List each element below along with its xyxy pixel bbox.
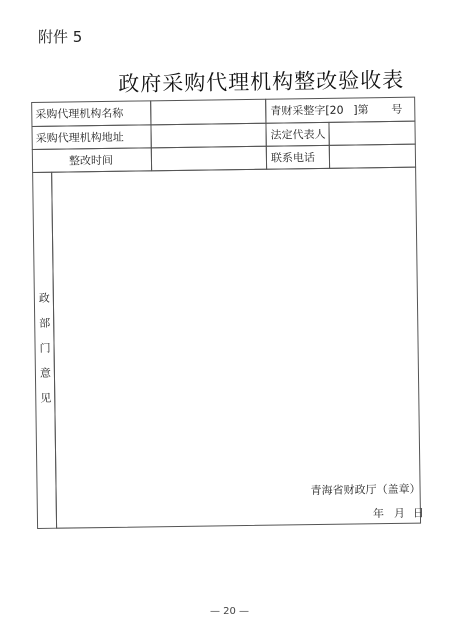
page-number: — 20 — bbox=[209, 606, 250, 617]
doc-ref-mid: ]第 bbox=[353, 103, 369, 117]
agency-address-label-cell bbox=[31, 124, 151, 150]
doc-ref-suffix: 号 bbox=[391, 102, 403, 116]
agency-address-value-cell[interactable] bbox=[150, 123, 266, 149]
opinion-char-3: 门 bbox=[39, 341, 51, 355]
form-title: 政府采购代理机构整改验收表 bbox=[118, 68, 405, 96]
date-day: 日 bbox=[412, 506, 425, 520]
legal-rep-label: 法定代表人 bbox=[270, 127, 326, 142]
doc-ref-prefix: 青财采整字[20 bbox=[270, 103, 344, 118]
agency-name-value-cell[interactable] bbox=[150, 99, 266, 126]
rectify-time-label: 整改时间 bbox=[68, 153, 114, 168]
date-month: 月 bbox=[393, 506, 406, 520]
rectify-time-label-cell bbox=[32, 147, 152, 173]
contact-phone-label-cell bbox=[266, 145, 330, 170]
agency-name-label-cell bbox=[31, 100, 151, 127]
date-year: 年 bbox=[372, 507, 385, 521]
opinion-content-cell[interactable] bbox=[51, 167, 425, 529]
legal-rep-value-cell[interactable] bbox=[328, 121, 415, 146]
contact-phone-value-cell[interactable] bbox=[329, 144, 416, 169]
opinion-char-4: 意 bbox=[39, 366, 52, 380]
rectify-time-value-cell[interactable] bbox=[151, 146, 267, 172]
opinion-char-5: 见 bbox=[40, 391, 52, 405]
agency-address-label: 采购代理机构地址 bbox=[35, 130, 124, 145]
doc-ref-cell[interactable] bbox=[265, 97, 415, 124]
agency-name-label: 采购代理机构名称 bbox=[35, 106, 124, 121]
contact-phone-label: 联系电话 bbox=[270, 151, 316, 165]
legal-rep-label-cell bbox=[265, 122, 329, 147]
opinion-char-1: 政 bbox=[38, 291, 50, 305]
acceptance-form-table bbox=[31, 87, 425, 529]
signature-seal-text: 青海省财政厅（盖章） bbox=[310, 482, 421, 498]
annex-label: 附件 5 bbox=[38, 28, 83, 46]
opinion-char-2: 部 bbox=[39, 316, 51, 330]
